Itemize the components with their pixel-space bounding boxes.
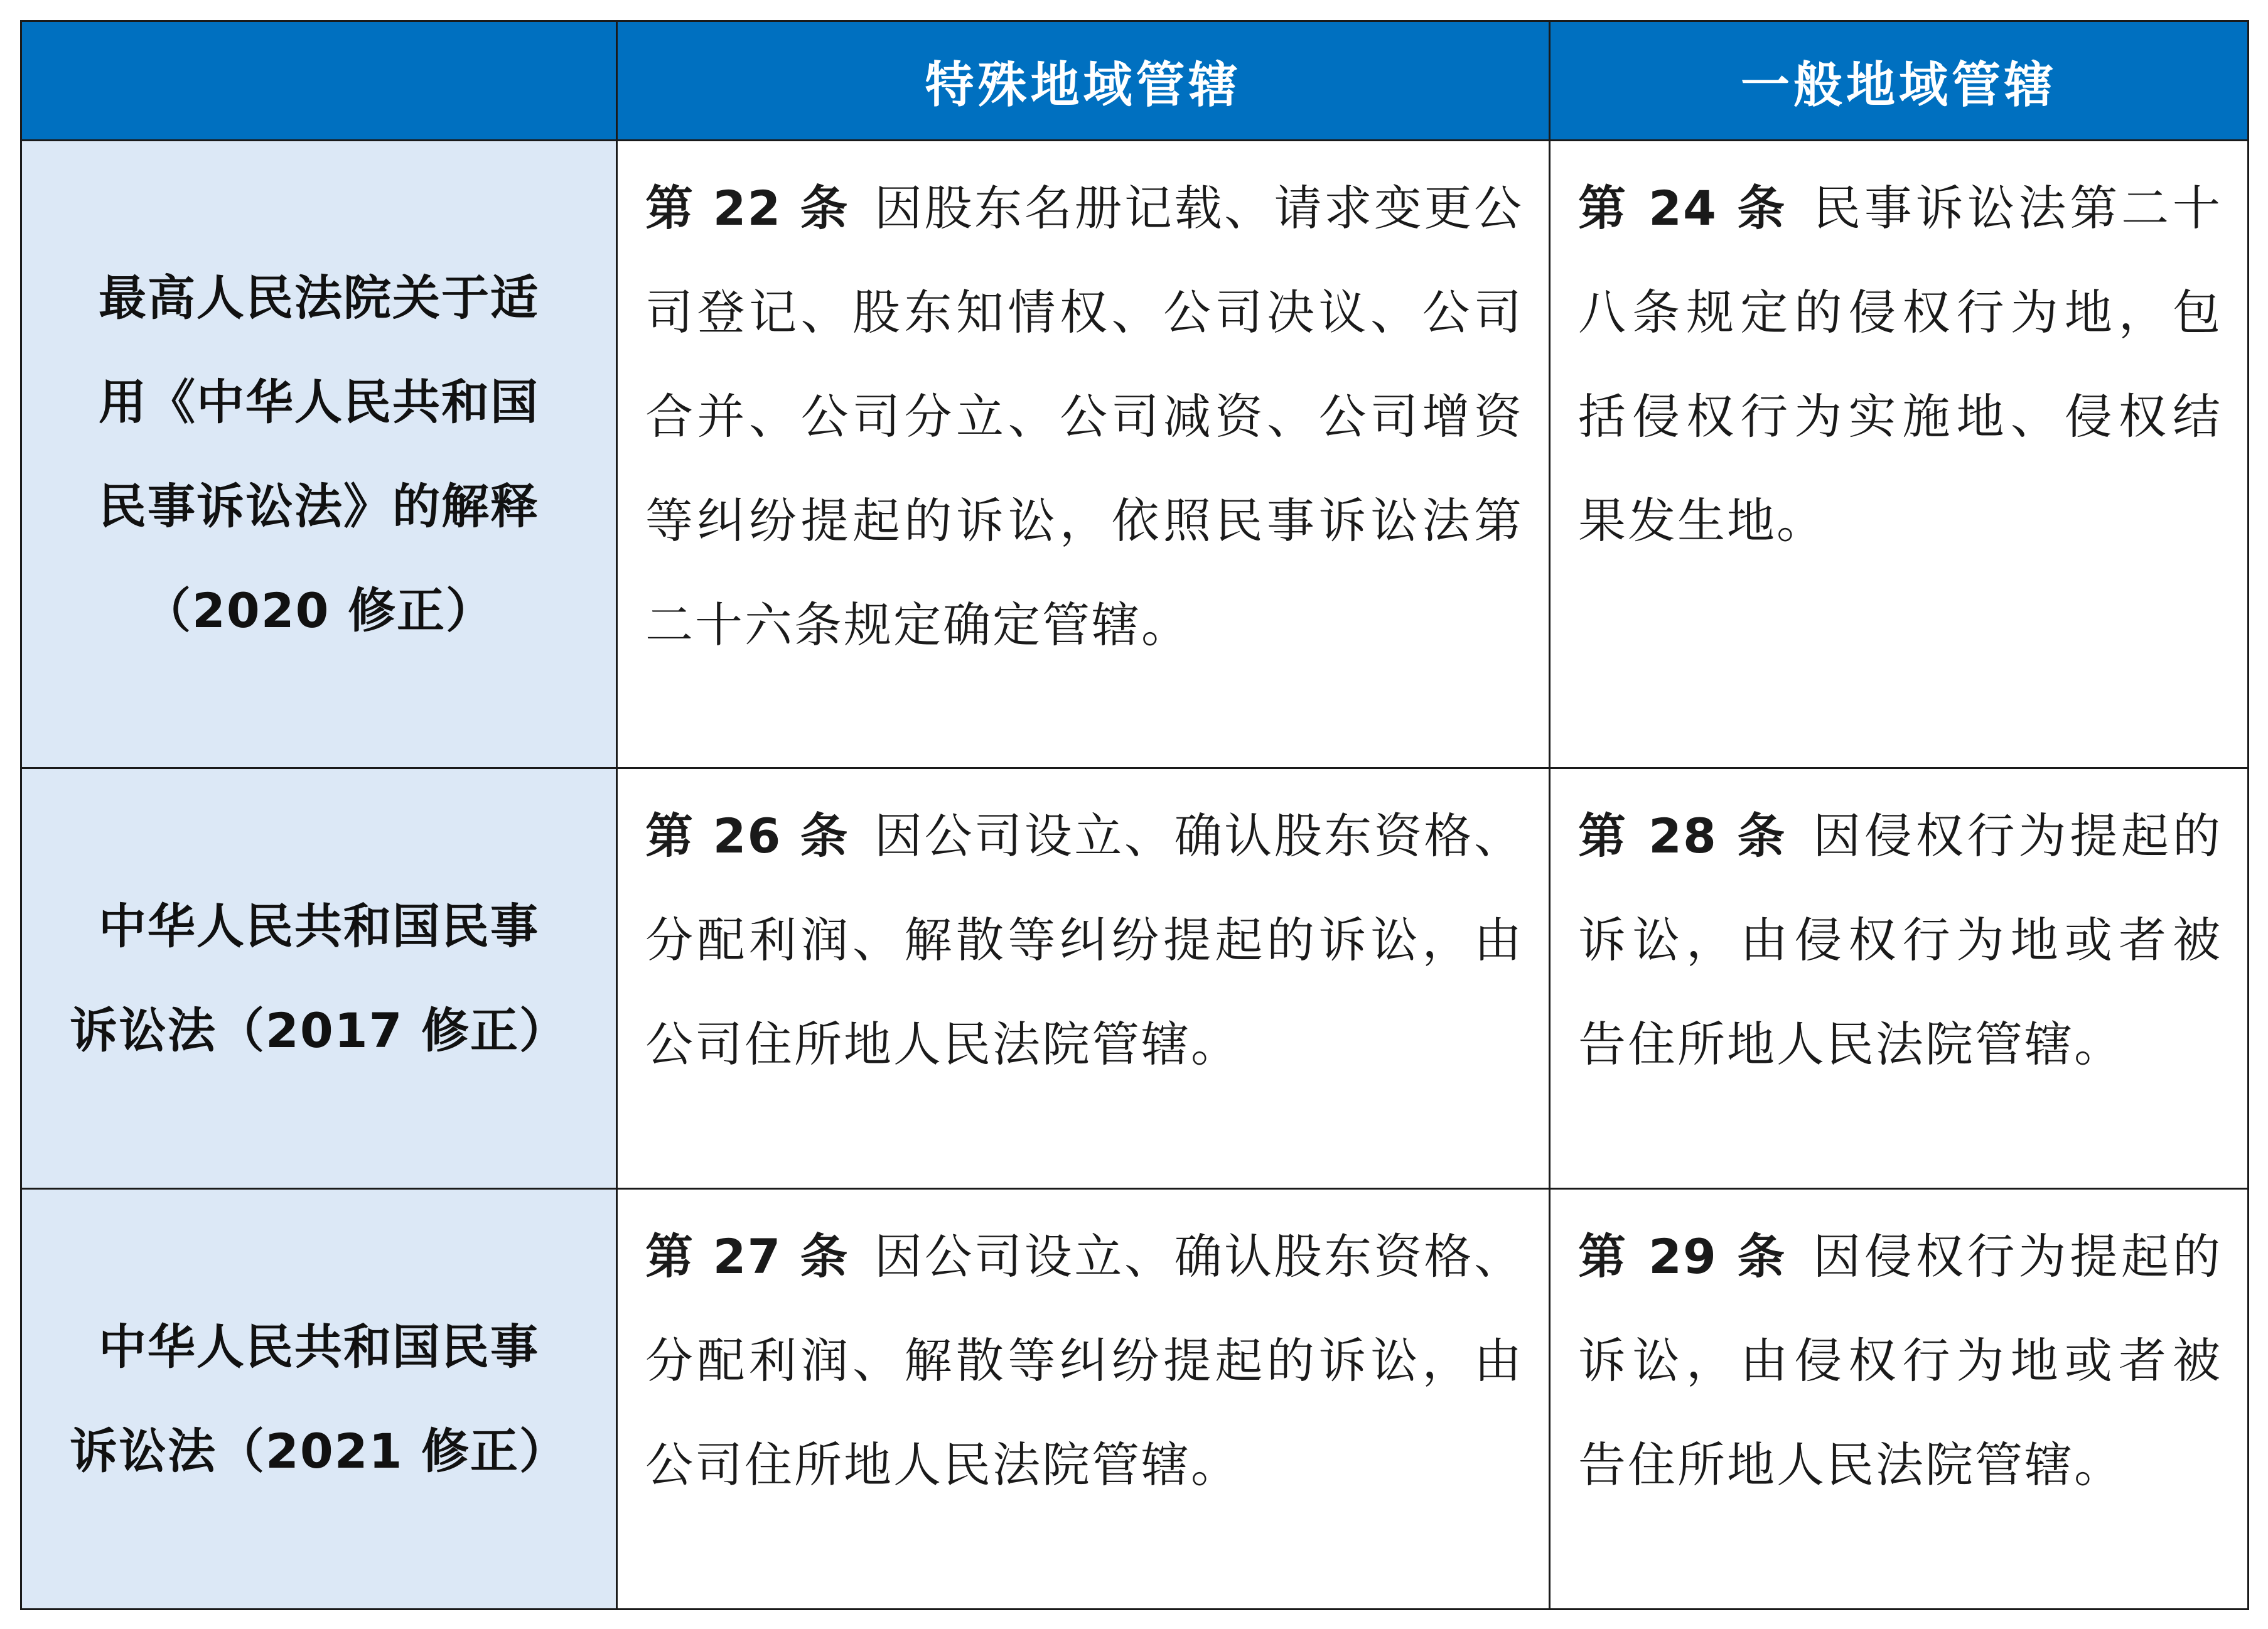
table-row: [21, 1189, 2249, 1610]
special-jurisdiction-cell: [617, 768, 1550, 1189]
article-text: 因公司设立、确认股东资格、分配利润、解散等纠纷提起的诉讼，由公司住所地人民法院管辖。: [645, 1228, 1524, 1493]
law-name-line: （2020 修正）: [143, 582, 495, 638]
table-row: [21, 141, 2249, 768]
law-name-line: 最高人民法院关于适: [99, 269, 539, 326]
article-text: 因侵权行为提起的诉讼，由侵权行为地或者被告住所地人民法院管辖。: [1578, 1228, 2223, 1493]
law-name-cell: [21, 1189, 617, 1610]
article-text: 因公司设立、确认股东资格、分配利润、解散等纠纷提起的诉讼，由公司住所地人民法院管辖。: [645, 808, 1524, 1072]
article-number: 第 27 条: [645, 1228, 850, 1284]
law-name-line: 诉讼法（2017 修正）: [70, 1002, 568, 1058]
law-name-cell: [21, 768, 617, 1189]
general-jurisdiction-cell: [1550, 141, 2249, 768]
law-name-line: 中华人民共和国民事: [99, 1318, 539, 1375]
table-header-row: [21, 21, 2249, 141]
article-number: 第 22 条: [645, 180, 850, 236]
jurisdiction-table: [20, 20, 2249, 1610]
table-row: [21, 768, 2249, 1189]
law-name-line: 诉讼法（2021 修正）: [70, 1422, 568, 1479]
general-jurisdiction-cell: [1550, 1189, 2249, 1610]
special-jurisdiction-cell: [617, 1189, 1550, 1610]
article-number: 第 29 条: [1578, 1228, 1788, 1284]
article-number: 第 28 条: [1578, 808, 1788, 864]
law-name-line: 中华人民共和国民事: [99, 898, 539, 954]
header-general-jurisdiction: 一般地域管辖: [1550, 21, 2249, 141]
article-text: 因股东名册记载、请求变更公司登记、股东知情权、公司决议、公司合并、公司分立、公司减资、公司增资等纠纷提起的诉讼，依照民事诉讼法第二十六条规定确定管辖。: [645, 180, 1524, 653]
article-number: 第 24 条: [1578, 180, 1788, 236]
law-name-cell: [21, 141, 617, 768]
special-jurisdiction-cell: [617, 141, 1550, 768]
header-corner-cell: [21, 21, 617, 141]
law-name-line: 用《中华人民共和国: [99, 374, 539, 430]
article-text: 民事诉讼法第二十八条规定的侵权行为地，包括侵权行为实施地、侵权结果发生地。: [1578, 180, 2223, 549]
header-special-jurisdiction: 特殊地域管辖: [617, 21, 1550, 141]
law-name-line: 民事诉讼法》的解释: [99, 478, 539, 534]
general-jurisdiction-cell: [1550, 768, 2249, 1189]
article-text: 因侵权行为提起的诉讼，由侵权行为地或者被告住所地人民法院管辖。: [1578, 808, 2223, 1072]
article-number: 第 26 条: [645, 808, 850, 864]
